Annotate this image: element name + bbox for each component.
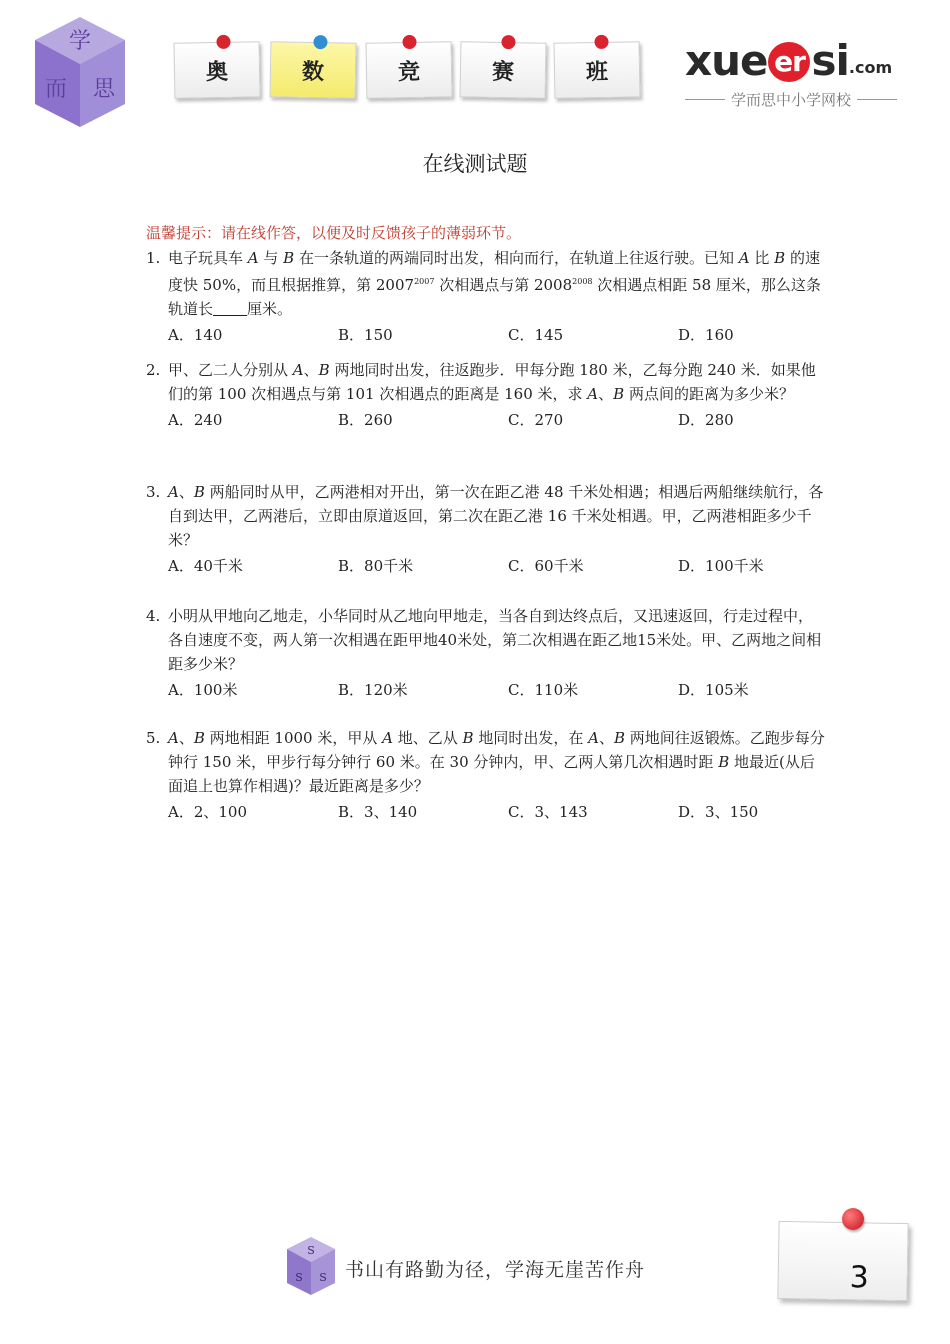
option-d[interactable]: D．280 (678, 411, 734, 429)
option-row (146, 554, 826, 578)
question-4 (146, 604, 826, 702)
option-row (146, 323, 826, 347)
option-c[interactable]: C．60千米 (508, 557, 584, 575)
tip-text: 温馨提示：请在线作答，以便及时反馈孩子的薄弱环节。 (146, 224, 522, 242)
footer-motto: 书山有路勤为径，学海无崖苦作舟 (345, 1259, 646, 1281)
pin-icon (842, 1208, 864, 1230)
option-c[interactable]: C．3、143 (508, 803, 588, 821)
question-stem: 2. 甲、乙二人分别从 A、B 两地同时出发，往返跑步．甲每分跑 180 米，乙每分跑 240 米．如果他们的第 100 次相遇点与第 101 次相遇点的距离是 160 米，求 A、B 两点间的距离为多少米？ (146, 358, 826, 406)
tab-label: 数 (301, 59, 325, 85)
option-b[interactable]: B．80千米 (338, 557, 414, 575)
option-a[interactable]: A．2、100 (168, 803, 248, 821)
option-d[interactable]: D．105米 (678, 681, 749, 699)
option-c[interactable]: C．110米 (508, 681, 579, 699)
tab-shu (270, 41, 357, 98)
brand-subtitle (685, 89, 915, 110)
tab-jing (366, 41, 453, 98)
question-text: 小明从甲地向乙地走，小华同时从乙地向甲地走，当各自到达终点后，又迅速返回，行走过程中，各自速度不变，两人第一次相遇在距甲地40米处，第二次相遇在距乙地15米处。甲、乙两地之间相距多少米？ (168, 607, 822, 673)
pin-icon (216, 35, 230, 49)
pin-icon (313, 35, 327, 49)
xueersi-brand (685, 38, 915, 108)
pin-icon (594, 35, 608, 49)
question-number: 2. (146, 361, 161, 379)
question-stem: 1. 电子玩具车 A 与 B 在一条轨道的两端同时出发，相向而行，在轨道上往返行驶。已知 A 比 B 的速度快 50%，而且根据推算，第 $2007^{2007}$ 次相遇点与第 $2008^{2008}$ 次相遇点相距 58 厘米，那么这条轨道长 厘米。 (146, 246, 826, 321)
option-row (146, 408, 826, 432)
question-number: 5. (146, 729, 161, 747)
tab-label: 赛 (491, 59, 515, 85)
option-d[interactable]: D．160 (678, 326, 734, 344)
option-c[interactable]: C．270 (508, 411, 564, 429)
page-title: 在线测试题 (422, 152, 528, 176)
tab-ban (554, 41, 641, 98)
question-2 (146, 358, 826, 432)
brand-right: si (811, 36, 849, 85)
brand-left: xue (685, 36, 768, 85)
option-row (146, 800, 826, 824)
brand-wordmark (685, 38, 915, 91)
option-d[interactable]: D．3、150 (678, 803, 759, 821)
option-b[interactable]: B．260 (338, 411, 393, 429)
logo-glyph-xue: 学 (68, 29, 92, 54)
option-row (146, 678, 826, 702)
cube-letter: S (295, 1271, 303, 1284)
cube-letter: S (307, 1244, 315, 1257)
tab-ao (174, 41, 261, 98)
question-3 (146, 480, 826, 578)
cube-letter: S (319, 1271, 327, 1284)
option-b[interactable]: B．150 (338, 326, 393, 344)
question-stem (146, 604, 826, 676)
question-stem: 5. A、B 两地相距 1000 米，甲从 A 地、乙从 B 地同时出发，在 A、B 两地间往返锻炼。乙跑步每分钟行 150 米，甲步行每分钟行 60 米。在 30 分钟内，甲、乙两人第几次相遇时距 B 地最近(从后面追上也算作相遇)？最近距离是多少？ (146, 726, 826, 798)
logo-glyph-er: 而 (44, 77, 68, 102)
xueersi-cube-logo (30, 12, 130, 132)
logo-glyph-si: 思 (92, 77, 116, 102)
option-c[interactable]: C．145 (508, 326, 564, 344)
question-5 (146, 726, 826, 824)
option-b[interactable]: B．3、140 (338, 803, 418, 821)
sss-cube-logo (285, 1235, 337, 1297)
divider (685, 99, 725, 100)
brand-tld: .com (848, 58, 893, 77)
option-b[interactable]: B．120米 (338, 681, 408, 699)
tab-label: 竞 (397, 59, 421, 85)
pin-icon (501, 35, 515, 49)
question-number: 4. (146, 607, 161, 625)
answer-blank (213, 301, 247, 316)
page-number: 3 (849, 1260, 870, 1296)
question-1 (146, 246, 826, 347)
brand-er-badge: er (768, 42, 810, 82)
divider (857, 99, 897, 100)
option-a[interactable]: A．100米 (168, 681, 238, 699)
tab-label: 班 (585, 59, 609, 85)
brand-subtitle-text: 学而思中小学网校 (731, 91, 852, 109)
option-d[interactable]: D．100千米 (678, 557, 764, 575)
tab-sai (460, 41, 547, 98)
option-a[interactable]: A．140 (168, 326, 223, 344)
option-a[interactable]: A．240 (168, 411, 223, 429)
tab-label: 奥 (205, 59, 229, 85)
question-number: 1. (146, 249, 161, 267)
page-number-card (777, 1221, 908, 1301)
question-number: 3. (146, 483, 161, 501)
pin-icon (402, 35, 416, 49)
option-a[interactable]: A．40千米 (168, 557, 243, 575)
question-stem: 3. A、B 两船同时从甲，乙两港相对开出，第一次在距乙港 48 千米处相遇；相遇后两船继续航行，各自到达甲，乙两港后，立即由原道返回，第二次在距乙港 16 千米处相遇。甲，乙两港相距多少千米？ (146, 480, 826, 552)
